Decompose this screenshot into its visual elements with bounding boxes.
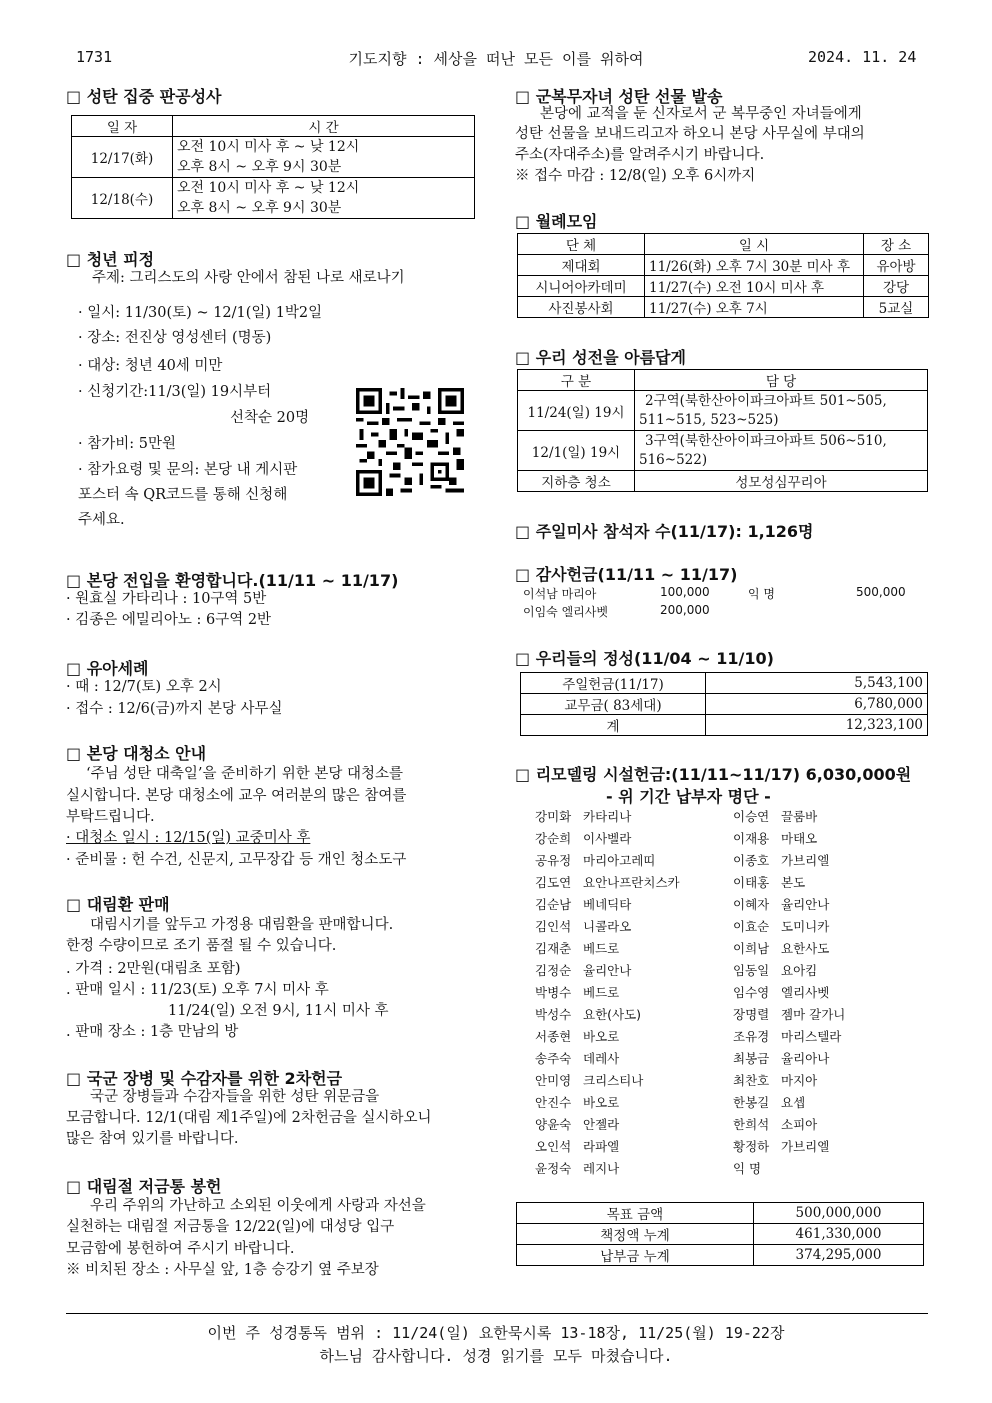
table-header: 시 간 <box>173 116 475 137</box>
welcome-line: · 김종은 에밀리아노 : 6구역 2반 <box>66 612 272 628</box>
wreath-line: 11/24(일) 오전 9시, 11시 미사 후 <box>168 1003 389 1019</box>
retreat-line: 포스터 속 QR코드를 통해 신청해 <box>78 487 288 503</box>
cleaning-date: · 대청소 일시 : 12/15(일) 교중미사 후 <box>66 830 311 846</box>
qr-code[interactable] <box>356 388 464 496</box>
piggy-line: ※ 비치된 장소 : 사무실 앞, 1층 승강기 옆 주보장 <box>66 1262 379 1278</box>
donor-baptismal-name: 요한(사도) <box>583 1007 642 1022</box>
donor-row <box>535 1158 931 1180</box>
donor-row <box>535 1070 931 1092</box>
donor-name: 김순남 <box>535 897 572 912</box>
donor-name: 익 명 <box>733 1161 762 1176</box>
donor-name: 이혜자 <box>733 897 770 912</box>
monthly-table <box>517 233 929 318</box>
welcome-line: · 원효실 가타리나 : 10구역 5반 <box>66 591 267 607</box>
donor-baptismal-name: 엘리사벳 <box>781 985 830 1000</box>
donor-baptismal-name: 크리스티나 <box>583 1073 644 1088</box>
donor-name: 황정하 <box>733 1139 770 1154</box>
donor-name: 한희석 <box>733 1117 770 1132</box>
collection-line: 국군 장병들과 수감자들을 위한 성탄 위문금을 <box>90 1089 380 1105</box>
piggy-line: 모금함에 봉헌하여 주시기 바랍니다. <box>66 1241 295 1257</box>
table-cell: 오후 8시 ~ 오후 9시 30분 <box>177 200 342 216</box>
section-heading-baptism: □ 유아세례 <box>66 659 149 678</box>
cleaning-line: ‘주님 성탄 대축일’을 준비하기 위한 본당 대청소를 <box>86 766 404 782</box>
wreath-line: . 판매 일시 : 11/23(토) 오후 7시 미사 후 <box>66 982 329 998</box>
table-cell: 6,780,000 <box>706 694 928 715</box>
donor-row <box>535 938 931 960</box>
donor-baptismal-name: 요아킴 <box>781 963 818 978</box>
donor-name: 임수영 <box>733 985 770 1000</box>
donor-name: 윤정숙 <box>535 1161 572 1176</box>
thanks-note: 하느님 감사합니다. 성경 읽기를 모두 마쳤습니다. <box>319 1347 673 1365</box>
retreat-line: · 참가요령 및 문의: 본당 내 게시판 <box>78 462 298 478</box>
gift-line: 성탄 선물을 보내드리고자 하오니 본당 사무실에 부대의 <box>515 126 865 142</box>
donor-name: 최봉금 <box>733 1051 770 1066</box>
donor-baptismal-name: 니콜라오 <box>583 919 632 934</box>
table-cell: 납부금 누계 <box>517 1245 754 1266</box>
table-cell: 지하층 청소 <box>518 471 635 492</box>
donor-baptismal-name: 율리안나 <box>781 897 830 912</box>
section-heading-youth-retreat: □ 청년 피정 <box>66 250 155 269</box>
piggy-line: 우리 주위의 가난하고 소외된 이웃에게 사랑과 자선을 <box>90 1198 426 1214</box>
table-header: 단 체 <box>518 234 645 255</box>
donor-name: 한봉길 <box>733 1095 770 1110</box>
table-cell: 목표 금액 <box>517 1203 754 1224</box>
remodel-totals-table <box>516 1202 924 1266</box>
donor-list-subtitle: - 위 기간 납부자 명단 - <box>606 787 771 806</box>
donor-baptismal-name: 베드로 <box>583 985 620 1000</box>
table-header: 일 시 <box>645 234 864 255</box>
thanks-amount: 500,000 <box>856 585 906 599</box>
table-cell: 11/24(일) 19시 <box>518 391 635 431</box>
donor-row <box>535 982 931 1004</box>
donor-name: 오인석 <box>535 1139 572 1154</box>
donor-name: 이효순 <box>733 919 770 934</box>
donor-row <box>535 894 931 916</box>
baptism-line: · 접수 : 12/6(금)까지 본당 사무실 <box>66 701 283 717</box>
donor-name: 서종현 <box>535 1029 572 1044</box>
confession-table <box>71 115 475 219</box>
donor-name: 강순희 <box>535 831 572 846</box>
table-cell: 3구역(북한산아이파크아파트 506~510, <box>645 432 887 449</box>
donor-baptismal-name: 이사벨라 <box>583 831 632 846</box>
table-cell: 12/18(수) <box>72 178 173 219</box>
thanks-name: 익 명 <box>748 587 775 601</box>
donor-baptismal-name: 카타리나 <box>583 809 632 824</box>
table-cell: 성모성심꾸리아 <box>635 471 928 492</box>
donor-name: 김도연 <box>535 875 572 890</box>
table-cell: 오후 8시 ~ 오후 9시 30분 <box>177 159 342 175</box>
section-heading-cleaning: □ 본당 대청소 안내 <box>66 744 207 763</box>
gift-line: 본당에 교적을 둔 신자로서 군 복무중인 자녀들에게 <box>540 106 862 122</box>
donor-row <box>535 850 931 872</box>
table-cell: 계 <box>521 715 706 736</box>
table-cell: 오전 10시 미사 후 ~ 낮 12시 <box>177 180 360 196</box>
donor-name: 임동일 <box>733 963 770 978</box>
retreat-line: · 대상: 청년 40세 미만 <box>78 358 223 374</box>
donor-baptismal-name: 젬마 갈가니 <box>781 1007 846 1022</box>
donor-baptismal-name: 끌룸바 <box>781 809 818 824</box>
section-heading-church-cleaning: □ 우리 성전을 아름답게 <box>515 348 686 367</box>
section-heading-military-gift: □ 군복무자녀 성탄 선물 발송 <box>515 87 723 106</box>
table-header: 일 자 <box>72 116 173 137</box>
offering-table <box>520 672 928 736</box>
donor-row <box>535 1048 931 1070</box>
section-heading-monthly: □ 월례모임 <box>515 212 598 231</box>
table-cell: 12/1(일) 19시 <box>518 431 635 471</box>
donor-name: 이태홍 <box>733 875 770 890</box>
table-cell: 5교실 <box>864 297 929 318</box>
section-heading-offerings: □ 우리들의 정성(11/04 ~ 11/10) <box>515 649 774 668</box>
table-cell: 책정액 누계 <box>517 1224 754 1245</box>
donor-row <box>535 960 931 982</box>
table-cell: 500,000,000 <box>754 1203 924 1224</box>
baptism-line: · 때 : 12/7(토) 오후 2시 <box>66 679 222 695</box>
table-cell: 오전 10시 미사 후 ~ 낮 12시 <box>177 139 360 155</box>
retreat-line: · 일시: 11/30(토) ~ 12/1(일) 1박2일 <box>78 305 323 321</box>
table-cell: 주일헌금(11/17) <box>521 673 706 694</box>
table-header: 장 소 <box>864 234 929 255</box>
donor-baptismal-name: 바오로 <box>583 1029 620 1044</box>
donor-name: 이승연 <box>733 809 770 824</box>
donor-baptismal-name: 베드로 <box>583 941 620 956</box>
church-cleaning-table <box>517 369 928 492</box>
table-cell: 11/27(수) 오후 7시 <box>645 297 864 318</box>
donor-name: 장명렬 <box>733 1007 770 1022</box>
donor-baptismal-name: 데레사 <box>583 1051 620 1066</box>
donor-baptismal-name: 율리안나 <box>583 963 632 978</box>
bible-reading-note: 이번 주 성경통독 범위 : 11/24(일) 요한묵시록 13-18장, 11/25(월) 19-22장 <box>207 1324 785 1342</box>
wreath-line: . 가격 : 2만원(대림초 포함) <box>66 961 241 977</box>
table-cell: 교무금( 83세대) <box>521 694 706 715</box>
donor-row <box>535 1136 931 1158</box>
donor-name: 박병수 <box>535 985 572 1000</box>
table-cell: 2구역(북한산아이파크아파트 501~505, <box>645 392 887 409</box>
donor-baptismal-name: 마리아고레띠 <box>583 853 656 868</box>
section-heading-second-collection: □ 국군 장병 및 수감자를 위한 2차헌금 <box>66 1069 343 1088</box>
bulletin-date: 2024. 11. 24 <box>808 48 917 66</box>
thanks-name: 이임숙 엘리사벳 <box>523 605 608 619</box>
table-cell: 12,323,100 <box>706 715 928 736</box>
bulletin-number: 1731 <box>76 48 113 66</box>
section-heading-piggy-bank: □ 대림절 저금통 봉헌 <box>66 1177 222 1196</box>
donor-name: 이재용 <box>733 831 770 846</box>
table-cell: 516~522) <box>639 451 708 468</box>
cleaning-line: 부탁드립니다. <box>66 809 155 825</box>
donor-name: 송주숙 <box>535 1051 572 1066</box>
donor-baptismal-name: 율리아나 <box>781 1051 830 1066</box>
donor-name: 공유정 <box>535 853 572 868</box>
donor-name: 이종호 <box>733 853 770 868</box>
donor-row <box>535 872 931 894</box>
collection-line: 모금합니다. 12/1(대림 제1주일)에 2차헌금을 실시하오니 <box>66 1110 432 1126</box>
thanks-amount: 200,000 <box>660 603 710 617</box>
donor-baptismal-name: 마리스텔라 <box>781 1029 842 1044</box>
table-cell: 11/27(수) 오전 10시 미사 후 <box>645 276 864 297</box>
donor-baptismal-name: 요안나프란치스카 <box>583 875 680 890</box>
retreat-line: · 신청기간:11/3(일) 19시부터 <box>78 384 272 400</box>
donor-name: 조유경 <box>733 1029 770 1044</box>
wreath-line: . 판매 장소 : 1층 만남의 방 <box>66 1024 239 1040</box>
table-cell: 5,543,100 <box>706 673 928 694</box>
retreat-line: 주세요. <box>78 512 125 528</box>
donor-baptismal-name: 도미니카 <box>781 919 830 934</box>
donor-name: 양윤숙 <box>535 1117 572 1132</box>
section-heading-advent-wreath: □ 대림환 판매 <box>66 895 170 914</box>
thanks-amount: 100,000 <box>660 585 710 599</box>
donor-baptismal-name: 본도 <box>781 875 806 890</box>
thanks-name: 이석남 마리아 <box>523 587 597 601</box>
table-cell: 511~515, 523~525) <box>639 411 779 428</box>
table-cell: 시니어아카데미 <box>518 276 645 297</box>
retreat-line: 선착순 20명 <box>230 410 310 426</box>
collection-line: 많은 참여 있기를 바랍니다. <box>66 1131 239 1147</box>
donor-name: 이희남 <box>733 941 770 956</box>
donor-name: 김재춘 <box>535 941 572 956</box>
table-cell: 강당 <box>864 276 929 297</box>
donor-baptismal-name: 바오로 <box>583 1095 620 1110</box>
cleaning-line: 실시합니다. 본당 대청소에 교우 여러분의 많은 참여를 <box>66 788 407 804</box>
donor-row <box>535 828 931 850</box>
wreath-line: 대림시기를 앞두고 가정용 대림환을 판매합니다. <box>90 917 394 933</box>
donor-baptismal-name: 요셉 <box>781 1095 806 1110</box>
section-heading-thanks-offering: □ 감사헌금(11/11 ~ 11/17) <box>515 565 738 584</box>
table-cell: 제대회 <box>518 255 645 276</box>
table-header: 구 분 <box>518 370 635 391</box>
donor-row <box>535 1114 931 1136</box>
table-cell: 461,330,000 <box>754 1224 924 1245</box>
donor-name: 안진수 <box>535 1095 572 1110</box>
table-cell: 사진봉사회 <box>518 297 645 318</box>
retreat-line: · 참가비: 5만원 <box>78 436 176 452</box>
donor-baptismal-name: 마지아 <box>781 1073 818 1088</box>
gift-line: ※ 접수 마감 : 12/8(일) 오후 6시까지 <box>515 168 756 184</box>
table-header: 담 당 <box>635 370 928 391</box>
donor-baptismal-name: 레지나 <box>583 1161 620 1176</box>
gift-line: 주소(자대주소)를 알려주시기 바랍니다. <box>515 147 765 163</box>
donor-name: 최찬호 <box>733 1073 770 1088</box>
donor-baptismal-name: 베네딕타 <box>583 897 632 912</box>
donor-row <box>535 1026 931 1048</box>
section-heading-confession: □ 성탄 집중 판공성사 <box>66 87 222 106</box>
donor-baptismal-name <box>781 1158 931 1180</box>
donor-baptismal-name: 가브리엘 <box>781 1139 830 1154</box>
donor-name: 강미화 <box>535 809 572 824</box>
footer-divider <box>66 1313 928 1314</box>
donor-baptismal-name: 소피아 <box>781 1117 818 1132</box>
section-heading-attendance: □ 주일미사 참석자 수(11/17): 1,126명 <box>515 522 814 541</box>
donor-baptismal-name: 가브리엘 <box>781 853 830 868</box>
retreat-line: · 장소: 전진상 영성센터 (명동) <box>78 330 272 346</box>
donor-name: 김정순 <box>535 963 572 978</box>
donor-name: 안미영 <box>535 1073 572 1088</box>
page-title: 기도지향 : 세상을 떠난 모든 이를 위하여 <box>348 50 644 68</box>
section-heading-welcome: □ 본당 전입을 환영합니다.(11/11 ~ 11/17) <box>66 571 399 590</box>
donor-baptismal-name: 안젤라 <box>583 1117 620 1132</box>
donor-list <box>535 806 931 1180</box>
cleaning-line: · 준비물 : 헌 수건, 신문지, 고무장갑 등 개인 청소도구 <box>66 852 407 868</box>
table-cell: 374,295,000 <box>754 1245 924 1266</box>
donor-row <box>535 1092 931 1114</box>
section-heading-remodeling: □ 리모델링 시설헌금:(11/11~11/17) 6,030,000원 <box>515 765 912 784</box>
donor-row <box>535 916 931 938</box>
donor-baptismal-name: 요한사도 <box>781 941 830 956</box>
donor-row <box>535 806 931 828</box>
donor-baptismal-name: 마태오 <box>781 831 818 846</box>
table-cell: 유아방 <box>864 255 929 276</box>
donor-row <box>535 1004 931 1026</box>
donor-baptismal-name: 라파엘 <box>583 1139 620 1154</box>
wreath-line: 한정 수량이므로 조기 품절 될 수 있습니다. <box>66 938 337 954</box>
piggy-line: 실천하는 대림절 저금통을 12/22(일)에 대성당 입구 <box>66 1219 395 1235</box>
retreat-theme: 주제: 그리스도의 사랑 안에서 참된 나로 새로나기 <box>92 270 405 286</box>
table-cell: 11/26(화) 오후 7시 30분 미사 후 <box>645 255 864 276</box>
table-cell: 12/17(화) <box>72 137 173 178</box>
donor-name: 김인석 <box>535 919 572 934</box>
donor-name: 박성수 <box>535 1007 572 1022</box>
